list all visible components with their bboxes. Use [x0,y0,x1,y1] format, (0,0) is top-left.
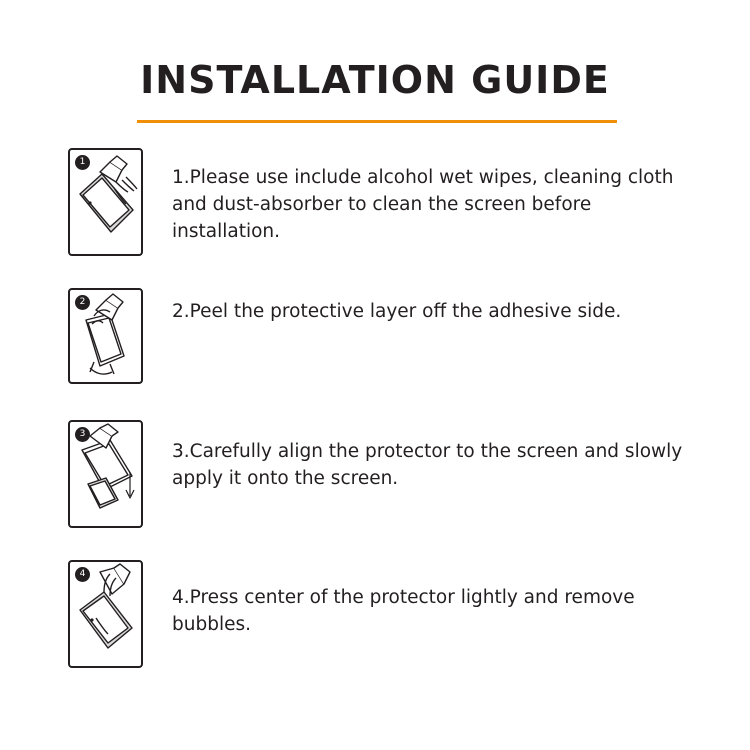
step-1-number: 1. [172,167,190,188]
step-3-badge: 3 [75,427,90,442]
step-1-illustration [68,148,143,256]
list-item [0,560,750,700]
step-3-body: Carefully align the protector to the screen and slowly apply it onto the screen. [172,441,683,489]
list-item [0,148,750,288]
step-3-text [172,438,692,492]
step-2-badge: 2 [75,295,90,310]
list-item [0,288,750,420]
step-1-body: Please use include alcohol wet wipes, cleaning cloth and dust-absorber to clean the screen before installation. [172,167,674,242]
title-divider [137,120,617,123]
step-4-text [172,584,692,638]
step-3-number: 3. [172,441,190,462]
step-4-illustration [68,560,143,668]
step-4-badge: 4 [75,567,90,582]
page-title: INSTALLATION GUIDE [140,58,610,102]
step-2-text [172,298,621,325]
step-4-body: Press center of the protector lightly and remove bubbles. [172,587,635,635]
steps-list [0,148,750,700]
step-1-text [172,164,692,245]
step-3-illustration [68,420,143,528]
list-item [0,420,750,560]
step-2-illustration [68,288,143,384]
step-1-badge: 1 [75,155,90,170]
step-2-number: 2. [172,301,190,322]
step-4-number: 4. [172,587,190,608]
step-2-body: Peel the protective layer off the adhesive side. [189,301,622,322]
